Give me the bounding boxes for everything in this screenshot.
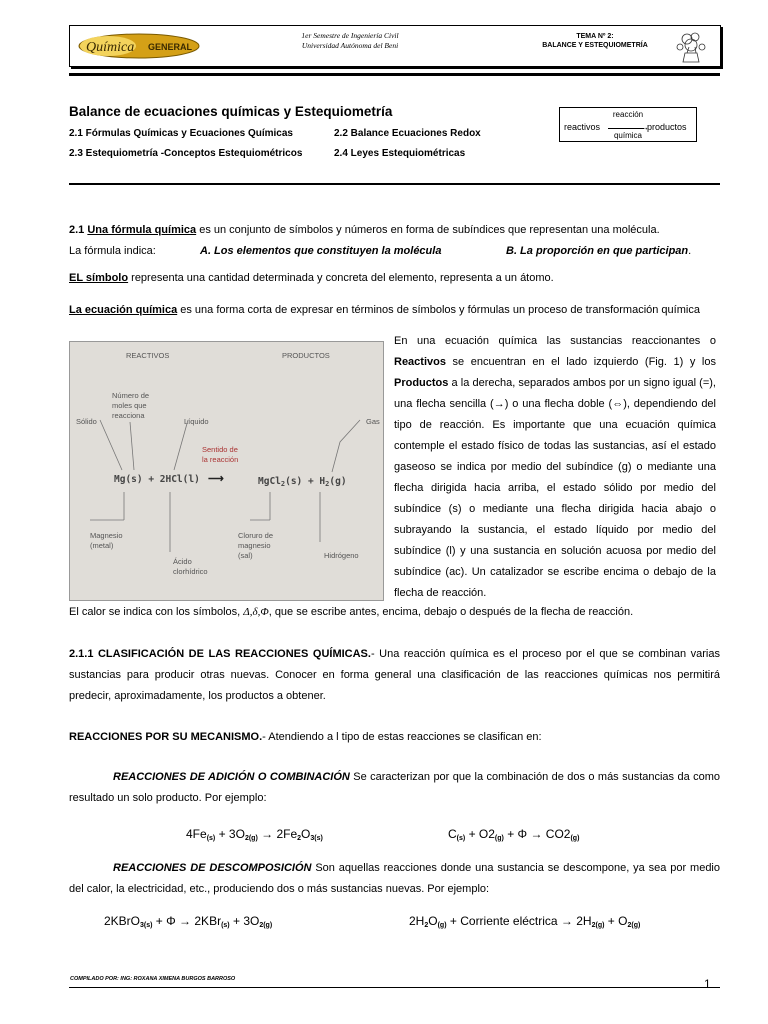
fig-eq-left: Mg(s) + 2HCl(l) [114,474,200,485]
section-rule [69,183,720,185]
semester-text: 1er Semestre de Ingeniería Civil [301,31,399,40]
header-rule [69,73,720,76]
toc-item-2-4: 2.4 Leyes Estequiométricas [334,148,466,159]
calor-b: , que se escribe antes, encima, debajo o después de la flecha de reacción. [268,606,634,618]
header-institution [250,31,450,51]
tema-title: BALANCE Y ESTEQUIOMETRÍA [542,42,648,49]
formula-b-end: . [688,245,692,257]
calor-a: El calor se indica con los símbolos, [69,606,244,618]
ecuacion-rest: es una forma corta de expresar en términos de símbolos y fórmulas un proceso de transformación química [177,304,700,316]
para-side [394,331,716,604]
university-text: Universidad Autónoma del Beni [301,41,399,50]
scheme-reaccion: reacción [612,110,644,119]
fig-solido: Sólido [76,417,97,426]
adicion-rest: Se caracterizan por que la combinación de dos o más sustancias da como resultado un solo producto. Por ejemplo: [69,771,720,804]
reaction-scheme-box [559,107,697,142]
footer-credit: COMPILADO POR: ING: ROXANA XIMENA BURGOS BARROSO [70,976,236,982]
side-p2: se encuentran en el lado izquierdo (Fig. 1) y los [445,356,716,368]
quimica-general-logo [78,33,200,59]
side-productos: Productos [394,377,449,389]
fig-cloruro-2: magnesio [238,541,271,550]
flask-illustration-icon [665,27,715,65]
scheme-reactivos: reactivos [564,122,601,132]
footer-rule [69,987,720,988]
calor-symbols: Δ,δ,Φ [243,606,269,618]
para-adicion [69,767,720,809]
adicion-head: REACCIONES DE ADICIÓN O COMBINACIÓN [113,771,350,783]
header-tema [525,32,665,50]
ecuacion-term: La ecuación química [69,304,178,316]
logo-text: Química [86,40,135,55]
equation-1: $4Fe_{(s)} + 3O_{2(g)} \to 2Fe_2O_{3(s)}$ [186,827,323,842]
fig-numero-2: moles que [112,401,147,410]
formula-indica: La fórmula indica: [69,245,156,257]
fig-numero-3: reacciona [112,411,145,420]
scheme-arrow-head: → [640,122,649,132]
scheme-productos: productos [647,122,687,132]
side-p1: En una ecuación química las sustancias reaccionantes o [394,335,716,347]
toc-item-2-2: 2.2 Balance Ecuaciones Redox [334,128,481,139]
descomp-rest: Son aquellas reacciones donde una sustancia se descompone, ya sea por medio del calor, la electricidad, etc., produciendo dos o más sustancias nuevas. Por ejemplo: [69,862,720,895]
s21-term: Una fórmula química [87,224,197,236]
side-reactivos: Reactivos [394,356,446,368]
fig-cloruro-1: Cloruro de [238,531,274,540]
fig-sentido-2: la reacción [202,455,239,464]
scheme-arrow-line [608,128,644,129]
fig-eq-right: MgCl$_2$(s) + $H_2(g)$ [258,476,347,488]
descomp-head: REACCIONES DE DESCOMPOSICIÓN [113,862,312,874]
equation-4: $2H_2O_{(g)}$ + Corriente eléctrica → $2H_{2(g)} + O_{2(g)}$ [409,914,641,929]
fig-productos: PRODUCTOS [282,351,330,360]
s211-head: 2.1.1 CLASIFICACIÓN DE LAS REACCIONES QUÍMICAS. [69,648,371,660]
tema-label: TEMA Nº 2: [576,33,614,40]
para-simbolo [69,268,720,289]
fig-acido-1: Ácido [173,557,192,566]
fig-magnesio-2: (metal) [90,541,114,550]
side-p3: a la derecha, separados ambos por un signo igual (=), una flecha sencilla (→) o una flecha doble (⇔), dependiendo del tipo de reacción. Es importante que una ecuación química contemple el estado físico de todas las sustancias, así el estado gaseoso se indica por medio del subíndice (g) o mediante una flecha dirigida hacia arriba, el estado sólido por medio del subíndice (s) o mediante una flecha dirigida hacia abajo o subrayando la sustancia, el estado líquido por medio del subíndice (l) y una sustancia en solución acuosa por medio del subíndice (ac). Un catalizador se escribe encima o debajo de la flecha de reacción. [394,377,716,599]
para-formula [69,220,720,241]
formula-b: B. La proporción en que participan [506,245,689,257]
fig-reactivos: REACTIVOS [126,351,170,360]
toc-item-2-1: 2.1 Fórmulas Químicas y Ecuaciones Químicas [69,128,293,139]
page-title: Balance de ecuaciones químicas y Estequiometría [69,104,393,119]
fig-sentido-1: Sentido de [202,445,238,454]
formula-b-wrap [506,241,691,262]
s211-rest: - Una reacción química es el proceso por el que se combinan varias sustancias para producir otras nuevas. Conocer en forma general una clasificación de las reacciones químicas nos permitirá predecir, aproximadamente, los productos a obtener. [69,648,720,702]
equation-2: $C_{(s)} + O2_{(g)} + \Phi \to CO2_{(g)}$ [448,827,580,842]
fig-gas: Gas [366,417,380,426]
s21-rest: es un conjunto de símbolos y números en forma de subíndices que representan una molécula. [196,224,660,236]
page-number: 1 [704,977,711,991]
toc-item-2-3: 2.3 Estequiometría -Conceptos Estequiométricos [69,148,303,159]
equation-3: 2KBrO$_{3(s)}$ + $\Phi \to 2KBr_{(s)} + 3O_{2(g)}$ [104,914,273,929]
mecanismo-rest: - Atendiendo a l tipo de estas reacciones se clasifican en: [262,731,542,743]
fig-cloruro-3: (sal) [238,551,253,560]
fig-magnesio-1: Magnesio [90,531,123,540]
para-descomposicion [69,858,720,900]
reaction-figure [69,341,384,601]
para-ecuacion [69,300,720,321]
simbolo-rest: representa una cantidad determinada y concreta del elemento, representa a un átomo. [128,272,554,284]
simbolo-term: EL símbolo [69,272,129,284]
para-calor [69,602,720,623]
para-clasificacion [69,644,720,707]
s21-num: 2.1 [69,224,85,236]
fig-arrow-icon: ⟶ [208,473,224,485]
fig-hidrogeno: Hidrógeno [324,551,359,560]
fig-acido-2: clorhídrico [173,567,208,576]
fig-numero-1: Número de [112,391,150,400]
scheme-quimica: química [613,131,642,140]
logo-sub: GENERAL [148,42,193,52]
mecanismo-head: REACCIONES POR SU MECANISMO. [69,731,263,743]
para-mecanismo [69,727,720,748]
fig-liquido: Líquido [184,417,209,426]
reaction-figure-svg [70,342,383,600]
formula-a: A. Los elementos que constituyen la molécula [200,245,442,257]
